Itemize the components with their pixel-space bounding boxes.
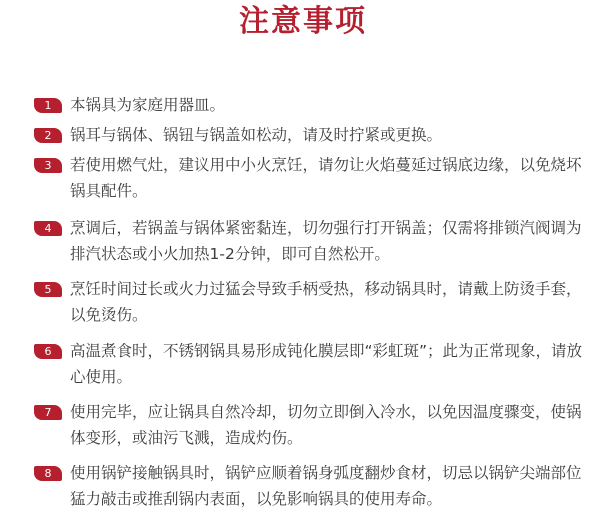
item-number-badge: 2 xyxy=(34,128,62,143)
item-number-badge: 4 xyxy=(34,221,62,236)
item-text: 本锅具为家庭用器皿。 xyxy=(70,96,226,114)
item-text: 烹饪时间过长或火力过猛会导致手柄受热，移动锅具时，请戴上防烫手套，以免烫伤。 xyxy=(70,280,582,324)
item-number-badge: 8 xyxy=(34,466,62,481)
item-text: 若使用燃气灶，建议用中小火烹饪，请勿让火焰蔓延过锅底边缘，以免烧坏锅具配件。 xyxy=(70,156,582,200)
item-number-badge: 1 xyxy=(34,98,62,113)
item-text: 高温煮食时，不锈钢锅具易形成钝化膜层即“彩虹斑”；此为正常现象，请放心使用。 xyxy=(70,342,583,386)
page-title: 注意事项 xyxy=(239,4,367,39)
item-text: 使用完毕，应让锅具自然冷却，切勿立即倒入冷水，以免因温度骤变，使锅体变形，或油污飞溅，造成灼伤。 xyxy=(70,403,582,447)
item-text: 使用锅铲接触锅具时，锅铲应顺着锅身弧度翻炒食材，切忌以锅铲尖端部位猛力敲击或推刮锅内表面，以免影响锅具的使用寿命。 xyxy=(70,464,582,508)
item-text: 锅耳与锅体、锅钮与锅盖如松动，请及时拧紧或更换。 xyxy=(70,126,443,144)
item-number-badge: 7 xyxy=(34,405,62,420)
item-number-badge: 3 xyxy=(34,158,62,173)
item-number-badge: 5 xyxy=(34,282,62,297)
item-number-badge: 6 xyxy=(34,344,62,359)
item-text: 烹调后，若锅盖与锅体紧密黏连，切勿强行打开锅盖；仅需将排锁汽阀调为排汽状态或小火加热1-2分钟，即可自然松开。 xyxy=(70,219,582,263)
